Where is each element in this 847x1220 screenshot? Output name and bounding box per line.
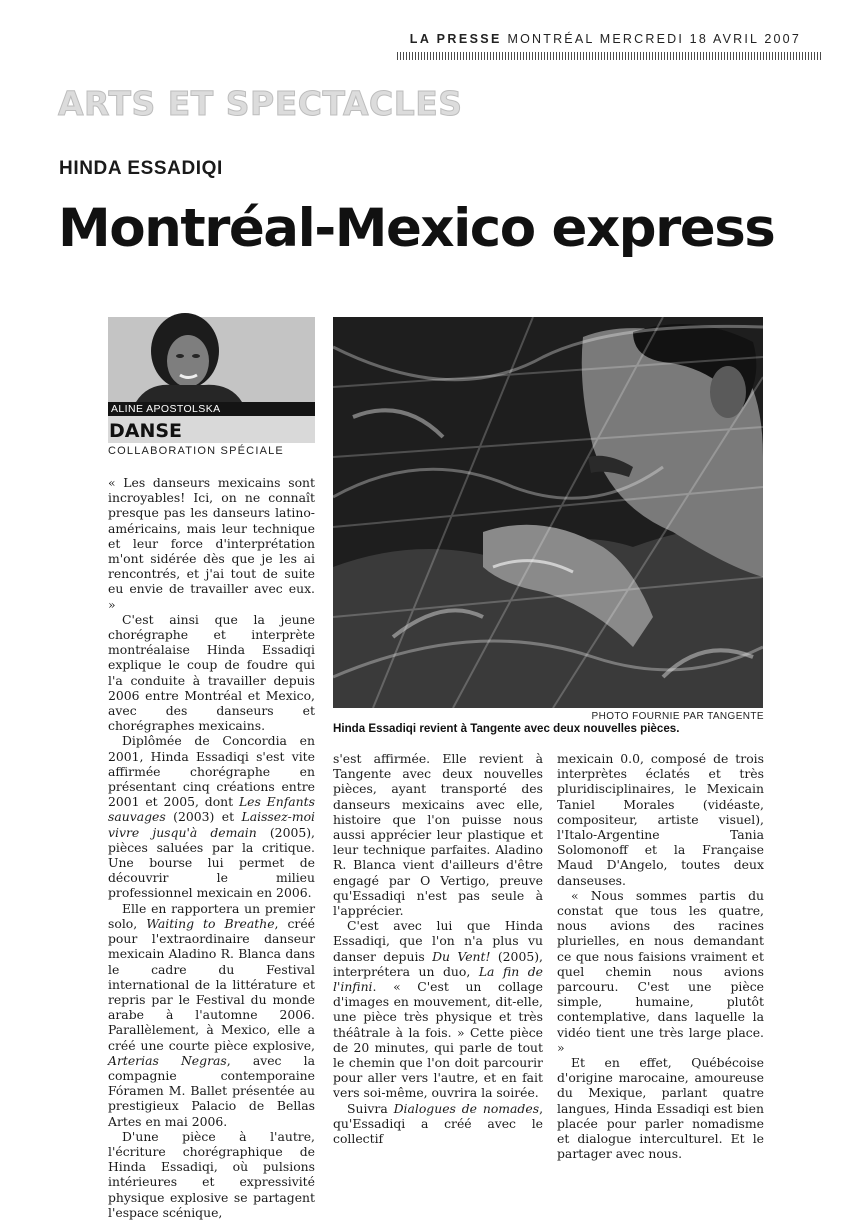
work-title: Arterias Negras — [108, 1052, 227, 1068]
photo-credit: PHOTO FOURNIE PAR TANGENTE — [591, 711, 764, 722]
photo-caption: Hinda Essadiqi revient à Tangente avec deux nouvelles pièces. — [333, 722, 680, 735]
paragraph: Suivra Dialogues de nomades, qu'Essadiqi a créé avec le collectif — [333, 1100, 544, 1147]
paragraph: « Les danseurs mexicains sont incroyables! Ici, on ne connaît presque pas les danseurs latino-américains, mais leur technique et leur force d'interprétation m'ont sidérée dès que je les ai rencontrés, et j'ai tout de suite eu envie de travailler avec eux. » — [108, 475, 315, 612]
paragraph: Diplômée de Concordia en 2001, Hinda Essadiqi s'est vite affirmée chorégraphe en présentant cinq créations entre 2001 et 2005, dont Les Enfants sauvages (2003) et Laissez-moi vivre jusqu'à demain (2005), pièces saluées par la critique. Une bourse lui permet de découvrir le milieu professionnel mexicain en 2006. — [108, 733, 315, 901]
work-title: Les Enfants sauvages — [108, 794, 315, 825]
collaboration-label: COLLABORATION SPÉCIALE — [108, 445, 284, 457]
headline: Montréal-Mexico express — [58, 198, 775, 259]
section-title: ARTS ET SPECTACLES — [58, 84, 463, 123]
author-portrait — [108, 317, 315, 402]
article-column-1 — [108, 475, 315, 1220]
work-title: Dialogues de nomades — [393, 1100, 540, 1116]
work-title: Du Vent! — [432, 948, 491, 964]
work-title: La fin de l'infini — [333, 963, 543, 995]
paragraph: Elle en rapportera un premier solo, Waiting to Breathe, créé pour l'extraordinaire danseur mexicain Aladino R. Blanca dans le cadre du Festival international de la littérature et repris par le Festival du monde arabe à l'automne 2006. Parallèlement, à Mexico, elle a créé une courte pièce explosive, Arterias Negras, avec la compagnie contemporaine Fóramen M. Ballet présentée au prestigieux Palacio de Bellas Artes en mai 2006. — [108, 900, 316, 1129]
paragraph: mexicain 0.0, composé de trois interprètes éclatés et très pluridisciplinaires, le Mexicain Taniel Morales (vidéaste, compositeur, artiste visuel), l'Italo-Argentine Tania Solomonoff et la Française Maud D'Angelo, toutes deux danseuses. — [557, 751, 764, 888]
article-column-2 — [333, 751, 543, 1146]
masthead-paper-name: LA PRESSE — [409, 32, 502, 46]
paragraph: C'est ainsi que la jeune chorégraphe et interprète montréalaise Hinda Essadiqi explique le coup de foudre qui l'a conduite à travailler depuis 2006 entre Montréal et Mexico, avec des danseurs et chorégraphes mexicains. — [108, 611, 315, 734]
rubric-title: DANSE — [109, 420, 183, 442]
paragraph: D'une pièce à l'autre, l'écriture chorégraphique de Hinda Essadiqi, où pulsions intérieures et expressivité physique explosive se partagent l'espace scénique, — [108, 1128, 315, 1220]
author-name: ALINE APOSTOLSKA — [108, 402, 315, 416]
paragraph: « Nous sommes partis du constat que tous les quatre, nous avions des racines plurielles, en nous demandant ce que nous faisions vraiment et quel chemin nous avions parcouru. C'est une pièce simple, humaine, plutôt contemplative, dans laquelle la vidéo tient une très large place. » — [557, 887, 764, 1055]
masthead-rule — [397, 52, 821, 60]
work-title: Laissez-moi vivre jusqu'à demain — [108, 809, 315, 840]
paragraph: Et en effet, Québécoise d'origine marocaine, amoureuse du Mexique, parlant quatre langues, Hinda Essadiqi est bien placée pour parler nomadisme et dialogue interculturel. Et le partager avec nous. — [557, 1055, 764, 1162]
paragraph: C'est avec lui que Hinda Essadiqi, que l'on n'a plus vu danser depuis Du Vent! (2005), interprétera un duo, La fin de l'infini. « C'est un collage d'images en mouvement, dit-elle, une pièce très physique et très théâtrale à la fois. » Cette pièce de 20 minutes, qui parle de tout le chemin que l'on doit parcourir pour aller vers l'autre, et en fait vers soi-même, ouvrira la soirée. — [333, 918, 543, 1101]
masthead-date: MONTRÉAL MERCREDI 18 AVRIL 2007 — [507, 32, 801, 46]
dancer-photo — [333, 317, 763, 708]
subject-name: HINDA ESSADIQI — [59, 158, 223, 179]
article-column-3 — [557, 751, 764, 1161]
paragraph: s'est affirmée. Elle revient à Tangente avec deux nouvelles pièces, ayant transporté des danseurs mexicains avec elle, histoire que l'on puisse nous aussi apprécier leur plastique et leur technique parfaites. Aladino R. Blanca vient d'ailleurs d'être engagé par O Vertigo, preuve qu'Essadiqi n'est pas seule à l'apprécier. — [333, 751, 543, 919]
masthead — [371, 32, 801, 46]
work-title: Waiting to Breathe — [146, 915, 275, 931]
